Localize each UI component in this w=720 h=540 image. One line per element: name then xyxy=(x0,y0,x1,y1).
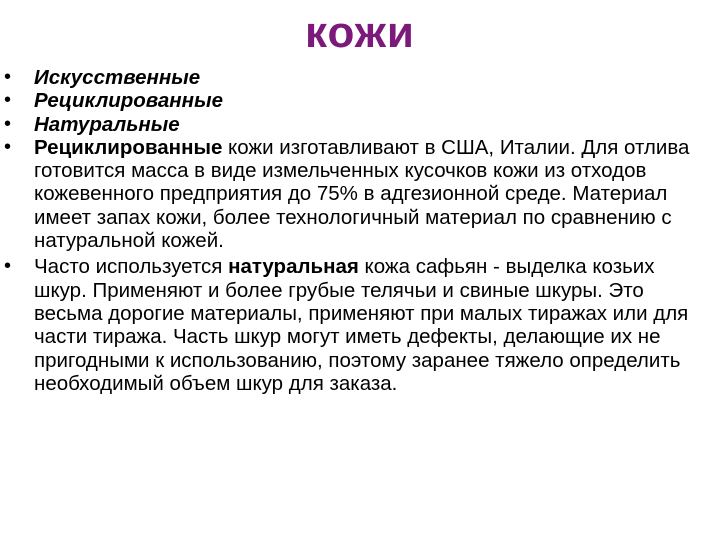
natural-description-text: кожа сафьян - выделка козьих шкур. Применяют и более грубые телячьи и свиные шкуры. Это весьма дорогие материалы, применяют при малых тиражах или для части тиража. Часть шкур могут иметь дефекты, делающие их не пригодными к использованию, поэтому заранее тяжело определить необходимый объем шкур для заказа. xyxy=(34,255,689,395)
bullet-icon: • xyxy=(4,66,12,88)
bullet-icon: • xyxy=(4,255,12,278)
natural-bold-term: натуральная xyxy=(228,255,359,279)
bullet-icon: • xyxy=(4,89,12,112)
list-item-label: Искусственные xyxy=(34,66,201,89)
list-item-natural-description xyxy=(0,255,720,395)
list-item-natural xyxy=(0,113,720,136)
bullet-icon: • xyxy=(4,135,12,158)
list-item-recycled xyxy=(0,89,720,112)
list-item-artificial xyxy=(0,66,720,89)
slide-content xyxy=(0,66,720,395)
slide-title xyxy=(0,8,720,58)
list-item-recycled-description xyxy=(0,136,720,252)
bullet-icon: • xyxy=(4,112,12,135)
recycled-bold-term: Рециклированные xyxy=(34,135,223,159)
recycled-description-text: кожи изготавливают в США, Италии. Для отлива готовится масса в виде измельченных кусочков кожи из отходов кожевенного предприятия до 75% в адгезионной среде. Материал имеет запах кожи, более технологичный материал по сравнению с натуральной кожей. xyxy=(34,135,690,253)
list-item-label: Натуральные xyxy=(34,112,180,136)
bullet-list xyxy=(0,66,720,395)
slide-title-text: кожи xyxy=(305,8,415,57)
natural-description-intro: Часто используется xyxy=(34,255,229,279)
list-item-label: Рециклированные xyxy=(34,89,223,113)
